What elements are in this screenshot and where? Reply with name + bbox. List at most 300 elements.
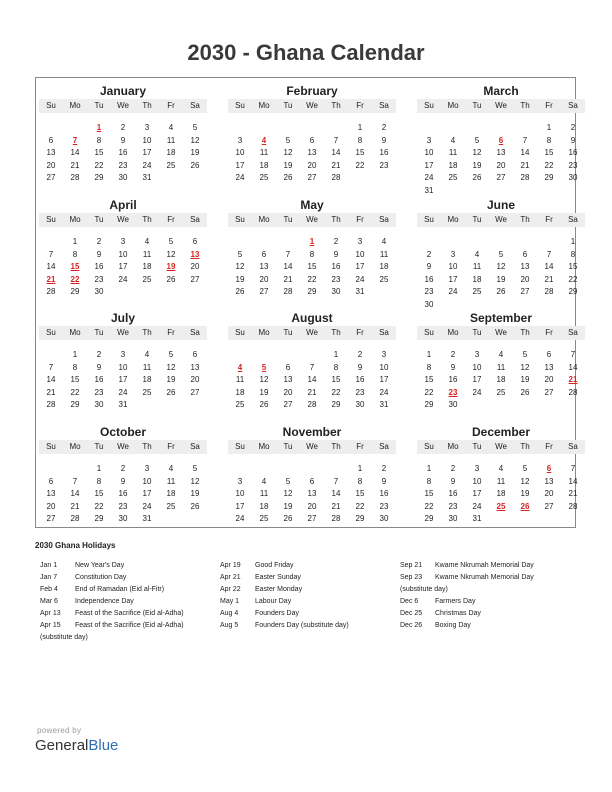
holiday-date: Dec 26 — [400, 622, 423, 629]
day-cell: 5 — [474, 135, 480, 145]
day-cell: 20 — [307, 160, 317, 170]
day-cell: 8 — [72, 362, 78, 372]
day-cell: 18 — [166, 148, 176, 158]
holiday-row — [40, 572, 220, 584]
holiday-day-cell: 1 — [96, 123, 102, 132]
day-cell: 2 — [333, 237, 339, 246]
day-cell: 23 — [355, 387, 365, 397]
day-cell: 1 — [426, 464, 432, 473]
day-cell: 31 — [379, 400, 389, 410]
day-cell: 9 — [120, 476, 126, 486]
day-cell: 16 — [355, 375, 365, 385]
day-cell: 9 — [357, 362, 363, 372]
weekday-label: Fr — [356, 215, 364, 224]
day-cell: 13 — [544, 476, 554, 486]
day-cell: 13 — [46, 148, 56, 158]
weekday-label: Su — [424, 442, 434, 451]
month-name: November — [282, 425, 342, 439]
day-cell: 15 — [331, 375, 341, 385]
holiday-column — [40, 560, 220, 644]
day-cell: 16 — [448, 489, 458, 499]
day-cell: 14 — [544, 262, 554, 272]
holiday-day-cell: 7 — [72, 135, 78, 145]
day-cell: 6 — [261, 249, 267, 259]
day-cell: 3 — [381, 350, 387, 359]
holiday-row — [40, 632, 220, 644]
day-cell: 14 — [568, 362, 578, 372]
day-cell: 5 — [168, 350, 174, 359]
day-cell: 24 — [142, 160, 152, 170]
weekday-label: Sa — [190, 442, 200, 451]
day-cell: 2 — [96, 237, 102, 246]
holiday-note: (substitute day) — [400, 586, 448, 593]
holiday-date: Jan 7 — [40, 574, 58, 581]
month-name: December — [471, 425, 531, 439]
holiday-date: Apr 22 — [220, 586, 241, 593]
day-cell: 27 — [307, 173, 317, 183]
day-cell: 15 — [307, 262, 317, 272]
weekday-label: Mo — [258, 328, 270, 337]
day-cell: 26 — [259, 400, 269, 410]
holiday-column — [220, 560, 400, 632]
day-cell: 28 — [46, 400, 56, 410]
month-may — [228, 198, 396, 310]
day-cell: 23 — [448, 501, 458, 511]
weekday-label: Mo — [447, 442, 459, 451]
holiday-date: Feb 4 — [40, 586, 58, 593]
day-cell: 2 — [120, 464, 126, 473]
day-cell: 18 — [166, 489, 176, 499]
holiday-day-cell: 5 — [261, 362, 267, 372]
day-cell: 22 — [355, 160, 365, 170]
day-cell: 2 — [96, 350, 102, 359]
day-cell: 19 — [235, 274, 245, 284]
weekday-label: Fr — [356, 328, 364, 337]
day-cell: 26 — [520, 387, 530, 397]
weekday-label: Sa — [190, 215, 200, 224]
holiday-row — [220, 620, 400, 632]
day-cell: 8 — [426, 362, 432, 372]
day-cell: 14 — [70, 489, 80, 499]
day-cell: 31 — [472, 514, 482, 524]
brand-general: General — [35, 737, 89, 754]
holiday-date: Dec 6 — [400, 598, 419, 605]
day-cell: 2 — [426, 249, 432, 259]
holiday-date: Apr 21 — [220, 574, 241, 581]
day-cell: 23 — [94, 274, 104, 284]
holiday-name: Easter Sunday — [255, 574, 301, 581]
day-cell: 28 — [70, 173, 80, 183]
weekday-label: Su — [424, 101, 434, 110]
day-cell: 25 — [448, 173, 458, 183]
day-cell: 10 — [355, 249, 365, 259]
day-cell: 12 — [259, 375, 269, 385]
holiday-day-cell: 13 — [190, 249, 200, 259]
weekday-label: Th — [142, 442, 152, 451]
day-cell: 22 — [544, 160, 554, 170]
day-cell: 11 — [166, 476, 176, 486]
day-cell: 17 — [118, 262, 128, 272]
holiday-date: Jan 1 — [40, 562, 58, 569]
day-cell: 16 — [118, 148, 128, 158]
weekday-label: Fr — [167, 101, 175, 110]
day-cell: 25 — [166, 160, 176, 170]
holiday-name: Independence Day — [75, 598, 134, 605]
day-cell: 18 — [496, 375, 506, 385]
month-name: March — [483, 84, 519, 98]
weekday-label: Sa — [190, 101, 200, 110]
day-cell: 24 — [472, 501, 482, 511]
weekday-label: Su — [235, 215, 245, 224]
day-cell: 26 — [496, 287, 506, 297]
day-cell: 10 — [118, 362, 128, 372]
weekday-label: Tu — [283, 442, 293, 451]
day-cell: 24 — [235, 514, 245, 524]
day-cell: 24 — [355, 274, 365, 284]
day-cell: 27 — [259, 287, 269, 297]
day-cell: 25 — [142, 274, 152, 284]
day-cell: 18 — [379, 262, 389, 272]
day-cell: 1 — [72, 350, 78, 359]
holiday-row — [400, 620, 580, 632]
month-name: October — [99, 425, 146, 439]
day-cell: 6 — [48, 135, 54, 145]
holiday-date: May 1 — [220, 598, 240, 605]
day-cell: 21 — [331, 501, 341, 511]
day-cell: 30 — [568, 173, 578, 183]
day-cell: 21 — [331, 160, 341, 170]
weekday-label: Fr — [545, 101, 553, 110]
day-cell: 20 — [259, 274, 269, 284]
day-cell: 8 — [96, 135, 102, 145]
day-cell: 10 — [235, 148, 245, 158]
holiday-day-cell: 6 — [498, 135, 504, 145]
weekday-label: Tu — [283, 101, 293, 110]
day-cell: 2 — [450, 464, 456, 473]
weekday-label: Tu — [283, 328, 293, 337]
day-cell: 27 — [190, 274, 200, 284]
day-cell: 10 — [142, 476, 152, 486]
day-cell: 19 — [520, 489, 530, 499]
day-cell: 26 — [283, 173, 293, 183]
holiday-name: Boxing Day — [435, 622, 471, 629]
day-cell: 8 — [570, 249, 576, 259]
day-cell: 8 — [333, 362, 339, 372]
day-cell: 28 — [46, 287, 56, 297]
day-cell: 4 — [450, 135, 456, 145]
weekday-label: Su — [424, 328, 434, 337]
day-cell: 12 — [520, 476, 530, 486]
day-cell: 24 — [424, 173, 434, 183]
day-cell: 7 — [285, 249, 291, 259]
weekday-label: Tu — [472, 328, 482, 337]
day-cell: 17 — [142, 489, 152, 499]
day-cell: 11 — [142, 249, 152, 259]
day-cell: 9 — [450, 476, 456, 486]
day-cell: 7 — [333, 476, 339, 486]
day-cell: 27 — [520, 287, 530, 297]
holiday-date: Dec 25 — [400, 610, 423, 617]
day-cell: 21 — [307, 387, 317, 397]
day-cell: 1 — [72, 237, 78, 246]
day-cell: 19 — [190, 148, 200, 158]
holiday-row — [40, 608, 220, 620]
day-cell: 18 — [142, 375, 152, 385]
day-cell: 17 — [235, 160, 245, 170]
day-cell: 29 — [70, 287, 80, 297]
day-cell: 13 — [520, 262, 530, 272]
day-cell: 17 — [142, 148, 152, 158]
day-cell: 3 — [474, 464, 480, 473]
weekday-label: Sa — [568, 101, 578, 110]
day-cell: 22 — [331, 387, 341, 397]
weekday-label: Su — [235, 101, 245, 110]
day-cell: 6 — [48, 476, 54, 486]
day-cell: 4 — [144, 350, 150, 359]
day-cell: 26 — [283, 514, 293, 524]
weekday-label: Tu — [94, 328, 104, 337]
holiday-name: Farmers Day — [435, 598, 476, 605]
day-cell: 28 — [70, 514, 80, 524]
day-cell: 24 — [118, 274, 128, 284]
day-cell: 12 — [235, 262, 245, 272]
weekday-label: Th — [142, 328, 152, 337]
day-cell: 11 — [496, 362, 506, 372]
month-december — [417, 425, 585, 537]
holiday-name: Feast of the Sacrifice (Eid al-Adha) — [75, 622, 184, 629]
day-cell: 31 — [142, 173, 152, 183]
day-cell: 28 — [544, 287, 554, 297]
day-cell: 13 — [496, 148, 506, 158]
holiday-name: Kwame Nkrumah Memorial Day — [435, 574, 534, 581]
weekday-label: Th — [331, 101, 341, 110]
day-cell: 1 — [426, 350, 432, 359]
day-cell: 16 — [118, 489, 128, 499]
month-name: September — [469, 311, 533, 325]
day-cell: 23 — [379, 501, 389, 511]
day-cell: 30 — [118, 514, 128, 524]
day-cell: 11 — [166, 135, 176, 145]
day-cell: 23 — [118, 501, 128, 511]
day-cell: 14 — [70, 148, 80, 158]
day-cell: 26 — [190, 160, 200, 170]
weekday-label: Tu — [94, 101, 104, 110]
weekday-label: We — [117, 442, 129, 451]
day-cell: 27 — [544, 501, 554, 511]
day-cell: 5 — [285, 135, 291, 145]
day-cell: 17 — [424, 160, 434, 170]
day-cell: 17 — [235, 501, 245, 511]
weekday-label: We — [495, 442, 507, 451]
month-name: August — [291, 311, 333, 325]
day-cell: 25 — [166, 501, 176, 511]
day-cell: 5 — [168, 237, 174, 246]
holiday-date: Sep 21 — [400, 562, 423, 569]
holiday-row — [40, 584, 220, 596]
month-name: May — [300, 198, 324, 212]
weekday-label: Th — [520, 328, 530, 337]
day-cell: 5 — [522, 464, 528, 473]
day-cell: 25 — [142, 387, 152, 397]
day-cell: 16 — [94, 375, 104, 385]
day-cell: 22 — [70, 387, 80, 397]
weekday-label: Sa — [190, 328, 200, 337]
weekday-label: Sa — [379, 101, 389, 110]
day-cell: 22 — [568, 274, 578, 284]
day-cell: 27 — [46, 173, 56, 183]
day-cell: 2 — [381, 123, 387, 132]
holiday-name: Founders Day (substitute day) — [255, 622, 349, 629]
day-cell: 15 — [355, 148, 365, 158]
day-cell: 9 — [96, 249, 102, 259]
day-cell: 26 — [472, 173, 482, 183]
day-cell: 4 — [144, 237, 150, 246]
weekday-label: Sa — [568, 215, 578, 224]
day-cell: 11 — [259, 489, 269, 499]
day-cell: 21 — [544, 274, 554, 284]
day-cell: 10 — [142, 135, 152, 145]
month-january — [39, 84, 207, 196]
weekday-label: Th — [520, 215, 530, 224]
month-november — [228, 425, 396, 537]
weekday-label: Tu — [472, 215, 482, 224]
day-cell: 30 — [379, 514, 389, 524]
brand-blue: Blue — [88, 737, 119, 754]
day-cell: 3 — [474, 350, 480, 359]
day-cell: 6 — [546, 350, 552, 359]
holiday-row — [40, 596, 220, 608]
day-cell: 17 — [379, 375, 389, 385]
day-cell: 17 — [355, 262, 365, 272]
day-cell: 24 — [472, 387, 482, 397]
day-cell: 15 — [568, 262, 578, 272]
day-cell: 31 — [142, 514, 152, 524]
weekday-label: We — [306, 101, 318, 110]
day-cell: 10 — [448, 262, 458, 272]
day-cell: 22 — [424, 501, 434, 511]
day-cell: 9 — [381, 476, 387, 486]
day-cell: 8 — [309, 249, 315, 259]
day-cell: 30 — [424, 300, 434, 309]
holiday-day-cell: 4 — [261, 135, 267, 145]
day-cell: 8 — [72, 249, 78, 259]
day-cell: 13 — [544, 362, 554, 372]
day-cell: 5 — [522, 350, 528, 359]
day-cell: 22 — [424, 387, 434, 397]
day-cell: 9 — [381, 135, 387, 145]
day-cell: 5 — [498, 249, 504, 259]
day-cell: 30 — [331, 287, 341, 297]
day-cell: 10 — [118, 249, 128, 259]
day-cell: 13 — [307, 148, 317, 158]
day-cell: 3 — [120, 350, 126, 359]
weekday-label: Su — [46, 215, 56, 224]
weekday-label: Su — [235, 328, 245, 337]
day-cell: 17 — [448, 274, 458, 284]
holiday-note: (substitute day) — [40, 634, 88, 641]
day-cell: 10 — [424, 148, 434, 158]
day-cell: 4 — [261, 476, 267, 486]
day-cell: 20 — [283, 387, 293, 397]
day-cell: 11 — [448, 148, 458, 158]
day-cell: 22 — [307, 274, 317, 284]
holiday-day-cell: 25 — [496, 501, 506, 511]
day-cell: 8 — [357, 135, 363, 145]
day-cell: 23 — [379, 160, 389, 170]
day-cell: 22 — [355, 501, 365, 511]
day-cell: 29 — [424, 400, 434, 410]
weekday-label: Su — [46, 328, 56, 337]
day-cell: 3 — [357, 237, 363, 246]
day-cell: 22 — [94, 160, 104, 170]
day-cell: 16 — [568, 148, 578, 158]
day-cell: 25 — [496, 387, 506, 397]
holiday-date: Apr 19 — [220, 562, 241, 569]
day-cell: 15 — [94, 148, 104, 158]
day-cell: 21 — [283, 274, 293, 284]
weekday-label: Mo — [258, 215, 270, 224]
day-cell: 16 — [379, 148, 389, 158]
weekday-label: Tu — [94, 215, 104, 224]
weekday-label: We — [306, 442, 318, 451]
day-cell: 1 — [546, 123, 552, 132]
weekday-label: Sa — [568, 328, 578, 337]
weekday-label: Mo — [69, 442, 81, 451]
weekday-label: Fr — [545, 442, 553, 451]
day-cell: 16 — [94, 262, 104, 272]
day-cell: 30 — [94, 400, 104, 410]
holiday-name: Founders Day — [255, 610, 299, 617]
holiday-date: Apr 15 — [40, 622, 61, 629]
powered-by-text: powered by — [37, 726, 82, 735]
day-cell: 13 — [190, 362, 200, 372]
holiday-column — [400, 560, 580, 632]
holiday-name: Labour Day — [255, 598, 292, 605]
month-name: February — [286, 84, 338, 98]
weekday-label: We — [306, 328, 318, 337]
day-cell: 19 — [190, 489, 200, 499]
day-cell: 18 — [472, 274, 482, 284]
day-cell: 12 — [166, 249, 176, 259]
day-cell: 3 — [144, 123, 150, 132]
month-august — [228, 311, 396, 423]
month-june — [417, 198, 585, 310]
weekday-label: Th — [331, 215, 341, 224]
holiday-name: Easter Monday — [255, 586, 303, 593]
holiday-day-cell: 1 — [309, 237, 315, 246]
day-cell: 28 — [568, 387, 578, 397]
holiday-row — [40, 620, 220, 632]
day-cell: 19 — [259, 387, 269, 397]
day-cell: 19 — [283, 501, 293, 511]
month-february — [228, 84, 396, 196]
day-cell: 18 — [142, 262, 152, 272]
holiday-day-cell: 21 — [46, 274, 56, 284]
weekday-label: Mo — [69, 328, 81, 337]
day-cell: 15 — [355, 489, 365, 499]
brand-logo[interactable] — [35, 737, 118, 754]
day-cell: 25 — [472, 287, 482, 297]
day-cell: 16 — [379, 489, 389, 499]
day-cell: 25 — [379, 274, 389, 284]
day-cell: 7 — [546, 249, 552, 259]
weekday-label: Th — [331, 442, 341, 451]
weekday-label: Tu — [94, 442, 104, 451]
day-cell: 23 — [568, 160, 578, 170]
weekday-label: Su — [46, 442, 56, 451]
weekday-label: We — [117, 101, 129, 110]
day-cell: 29 — [307, 287, 317, 297]
